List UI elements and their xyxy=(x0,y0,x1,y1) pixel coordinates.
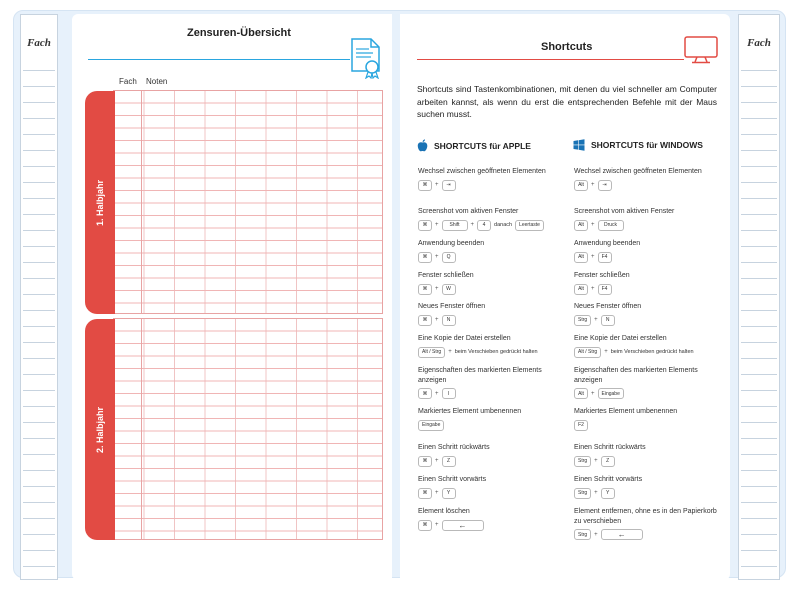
key-combination xyxy=(574,420,724,431)
keyboard-key: Alt / Strg xyxy=(418,347,445,358)
shortcut-item xyxy=(418,334,568,358)
tab-key-icon: ⇥ xyxy=(442,180,456,191)
key-combination xyxy=(574,180,724,191)
key-combination xyxy=(574,347,724,358)
backspace-key-icon: ← xyxy=(601,529,643,540)
shortcut-item xyxy=(574,475,724,499)
keyboard-key: Y xyxy=(442,488,456,499)
key-combination xyxy=(574,456,724,467)
shortcut-label: Screenshot vom aktiven Fenster xyxy=(574,208,675,215)
plus-sign: + xyxy=(591,390,595,397)
keyboard-key: Alt xyxy=(574,284,588,295)
certificate-icon xyxy=(349,37,383,79)
keyboard-key: Q xyxy=(442,252,456,263)
command-key-icon: ⌘ xyxy=(418,388,432,399)
key-combination xyxy=(574,488,724,499)
section-label: 2. Halbjahr xyxy=(95,406,105,453)
shortcut-label: Fenster schließen xyxy=(418,272,474,279)
shortcut-item xyxy=(574,443,724,467)
shortcut-item xyxy=(574,239,724,263)
shortcut-label: Eigenschaften des markierten Elements anzeigen xyxy=(574,367,698,384)
plus-sign: + xyxy=(435,182,439,188)
windows-header-label: SHORTCUTS für WINDOWS xyxy=(591,140,703,150)
shortcut-item xyxy=(418,302,568,326)
section-label: 1. Halbjahr xyxy=(95,179,105,226)
plus-sign: + xyxy=(435,522,439,528)
section-tab-second-half xyxy=(85,319,115,540)
key-combination xyxy=(418,180,568,191)
shortcut-label: Einen Schritt rückwärts xyxy=(574,444,646,451)
shortcut-label: Wechsel zwischen geöffneten Elementen xyxy=(574,168,702,175)
keyboard-key: Y xyxy=(601,488,615,499)
command-key-icon: ⌘ xyxy=(418,488,432,499)
key-combination xyxy=(418,520,568,531)
keyboard-key: Strg xyxy=(574,456,591,467)
backspace-key-icon: ← xyxy=(442,520,484,531)
plus-sign: + xyxy=(435,286,439,292)
keyboard-key: N xyxy=(601,315,615,326)
command-key-icon: ⌘ xyxy=(418,284,432,295)
command-key-icon: ⌘ xyxy=(418,180,432,191)
shortcut-label: Neues Fenster öffnen xyxy=(574,303,642,310)
key-combination xyxy=(574,220,724,231)
keyboard-key: Leertaste xyxy=(515,220,544,231)
shortcut-item xyxy=(574,334,724,358)
apple-header-label: SHORTCUTS für APPLE xyxy=(434,140,531,151)
keyboard-key: Druck xyxy=(598,220,624,231)
key-combination xyxy=(418,388,568,399)
shortcut-label: Markiertes Element umbenennen xyxy=(574,408,678,415)
shortcut-item xyxy=(574,167,724,191)
key-combination xyxy=(574,284,724,295)
shortcut-item xyxy=(418,271,568,295)
side-label-right: Fach xyxy=(747,37,771,49)
key-combination xyxy=(574,529,724,540)
keyboard-key: Eingabe xyxy=(418,420,444,431)
key-note: danach xyxy=(494,222,513,228)
key-combination xyxy=(418,284,568,295)
shortcut-item xyxy=(574,507,724,540)
plus-sign: + xyxy=(435,254,439,260)
keyboard-key: F2 xyxy=(574,420,588,431)
title-rule xyxy=(88,59,350,60)
key-combination xyxy=(418,315,568,326)
subject-column xyxy=(114,319,142,539)
shortcut-item xyxy=(574,366,724,399)
shortcut-item xyxy=(418,207,568,231)
shortcut-item xyxy=(418,167,568,191)
plus-sign: + xyxy=(591,254,595,260)
plus-sign: + xyxy=(435,458,439,464)
keyboard-key: Shift xyxy=(442,220,468,231)
key-combination xyxy=(418,252,568,263)
command-key-icon: ⌘ xyxy=(418,252,432,263)
shortcut-item xyxy=(418,443,568,467)
keyboard-key: W xyxy=(442,284,456,295)
plus-sign: + xyxy=(470,222,475,228)
plus-sign: + xyxy=(594,458,598,464)
keyboard-key: Alt / Strg xyxy=(574,347,601,358)
plus-sign: + xyxy=(435,490,439,496)
keyboard-key: I xyxy=(442,388,456,399)
plus-sign: + xyxy=(435,222,439,228)
shortcut-label: Einen Schritt vorwärts xyxy=(418,476,487,483)
keyboard-key: N xyxy=(442,315,456,326)
shortcut-label: Einen Schritt vorwärts xyxy=(574,476,643,483)
side-label-left: Fach xyxy=(27,37,51,49)
page-title-shortcuts: Shortcuts xyxy=(541,41,593,53)
shortcut-item xyxy=(418,407,568,431)
keyboard-key: Alt xyxy=(574,388,588,399)
key-combination xyxy=(574,315,724,326)
title-rule xyxy=(417,59,684,60)
plus-sign: + xyxy=(594,490,598,496)
column-header-noten: Noten xyxy=(146,77,168,86)
shortcut-label: Eine Kopie der Datei erstellen xyxy=(418,335,511,342)
apple-column-header xyxy=(417,139,531,152)
column-header-fach: Fach xyxy=(119,77,137,86)
tab-key-icon: ⇥ xyxy=(598,180,612,191)
shortcut-label: Anwendung beenden xyxy=(418,240,485,247)
key-note: beim Verschieben gedrückt halten xyxy=(454,349,538,355)
keyboard-key: Z xyxy=(601,456,615,467)
command-key-icon: ⌘ xyxy=(418,220,432,231)
shortcut-item xyxy=(418,507,568,531)
key-combination xyxy=(418,488,568,499)
shortcut-label: Markiertes Element umbenennen xyxy=(418,408,522,415)
grades-grid-second-half xyxy=(113,318,383,540)
keyboard-key: Strg xyxy=(574,315,591,326)
windows-logo-icon xyxy=(573,139,585,151)
keyboard-key: F4 xyxy=(598,284,612,295)
shortcut-label: Fenster schließen xyxy=(574,272,630,279)
shortcut-item xyxy=(574,207,724,231)
command-key-icon: ⌘ xyxy=(418,456,432,467)
plus-sign: + xyxy=(435,317,439,323)
keyboard-key: 4 xyxy=(477,220,491,231)
keyboard-key: F4 xyxy=(598,252,612,263)
subject-column xyxy=(114,91,142,313)
shortcut-item xyxy=(418,475,568,499)
shortcut-label: Wechsel zwischen geöffneten Elementen xyxy=(418,168,546,175)
key-combination xyxy=(418,456,568,467)
plus-sign: + xyxy=(591,182,595,188)
shortcut-label: Einen Schritt rückwärts xyxy=(418,444,490,451)
shortcut-item xyxy=(418,366,568,399)
plus-sign: + xyxy=(604,349,608,355)
shortcut-label: Screenshot vom aktiven Fenster xyxy=(418,208,519,215)
shortcut-label: Element löschen xyxy=(418,508,470,515)
ruled-lines xyxy=(23,55,55,573)
right-margin-strip xyxy=(738,14,780,580)
keyboard-key: Eingabe xyxy=(598,388,624,399)
left-margin-strip xyxy=(20,14,58,580)
keyboard-key: Alt xyxy=(574,252,588,263)
keyboard-key: Strg xyxy=(574,488,591,499)
key-combination xyxy=(574,388,724,399)
section-tab-first-half xyxy=(85,91,115,314)
keyboard-key: Alt xyxy=(574,220,588,231)
plus-sign: + xyxy=(591,222,595,228)
shortcut-item xyxy=(574,302,724,326)
plus-sign: + xyxy=(594,317,598,323)
key-note: beim Verschieben gedrückt halten xyxy=(610,349,694,355)
ruled-lines xyxy=(741,55,777,573)
shortcut-label: Anwendung beenden xyxy=(574,240,641,247)
command-key-icon: ⌘ xyxy=(418,315,432,326)
plus-sign: + xyxy=(435,390,439,397)
shortcut-item xyxy=(574,407,724,431)
keyboard-key: Strg xyxy=(574,529,591,540)
shortcut-item xyxy=(418,239,568,263)
plus-sign: + xyxy=(594,531,598,538)
key-combination xyxy=(418,347,568,358)
key-combination xyxy=(574,252,724,263)
keyboard-key: Alt xyxy=(574,180,588,191)
apple-logo-icon xyxy=(417,139,428,152)
key-combination xyxy=(418,420,568,431)
shortcut-label: Eine Kopie der Datei erstellen xyxy=(574,335,667,342)
windows-column-header xyxy=(573,139,703,151)
page-title-grades: Zensuren-Übersicht xyxy=(187,27,291,39)
shortcut-label: Eigenschaften des markierten Elements anzeigen xyxy=(418,367,542,384)
shortcut-label: Element entfernen, ohne es in den Papierkorb zu verschieben xyxy=(574,508,717,525)
command-key-icon: ⌘ xyxy=(418,520,432,531)
shortcut-label: Neues Fenster öffnen xyxy=(418,303,486,310)
grades-grid-first-half xyxy=(113,90,383,314)
key-combination xyxy=(418,220,568,231)
monitor-icon xyxy=(683,35,719,65)
plus-sign: + xyxy=(591,286,595,292)
keyboard-key: Z xyxy=(442,456,456,467)
plus-sign: + xyxy=(448,349,452,355)
intro-paragraph: Shortcuts sind Tastenkombinationen, mit denen du viel schneller am Computer arbeiten kannst, als wenn du erst die entsprechenden Befehle mit der Maus suchen musst. xyxy=(417,84,717,119)
shortcut-item xyxy=(574,271,724,295)
